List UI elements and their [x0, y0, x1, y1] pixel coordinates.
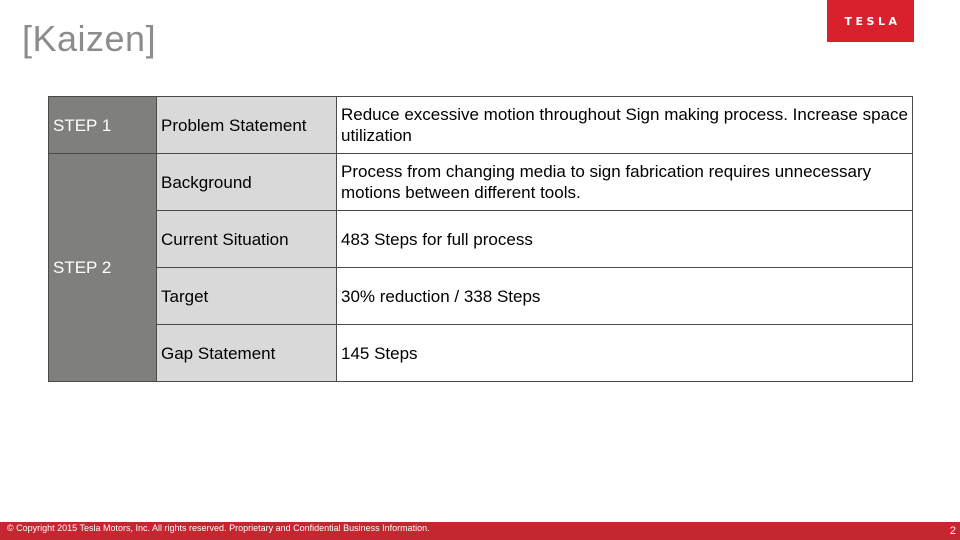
slide-title: [Kaizen] [22, 18, 157, 59]
gap-statement-label: Gap Statement [157, 325, 337, 382]
footer-bar [0, 522, 960, 540]
current-situation-label: Current Situation [157, 211, 337, 268]
background-value: Process from changing media to sign fabrication requires unnecessary motions between different tools. [337, 154, 913, 211]
table-row [49, 97, 913, 154]
target-value: 30% reduction / 338 Steps [337, 268, 913, 325]
logo-text: TESLA [844, 14, 901, 28]
tesla-logo [827, 0, 914, 42]
table-row [49, 211, 913, 268]
step-1-cell: STEP 1 [49, 97, 157, 154]
table-row [49, 268, 913, 325]
problem-statement-value: Reduce excessive motion throughout Sign making process. Increase space utilization [337, 97, 913, 154]
page-number: 2 [949, 525, 956, 537]
copyright-text: © Copyright 2015 Tesla Motors, Inc. All rights reserved. Proprietary and Confidential Business Information. [7, 523, 430, 533]
kaizen-table [48, 96, 913, 382]
gap-statement-value: 145 Steps [337, 325, 913, 382]
current-situation-value: 483 Steps for full process [337, 211, 913, 268]
background-label: Background [157, 154, 337, 211]
table-row [49, 154, 913, 211]
target-label: Target [157, 268, 337, 325]
step-2-cell: STEP 2 [49, 154, 157, 382]
problem-statement-label: Problem Statement [157, 97, 337, 154]
table-row [49, 325, 913, 382]
